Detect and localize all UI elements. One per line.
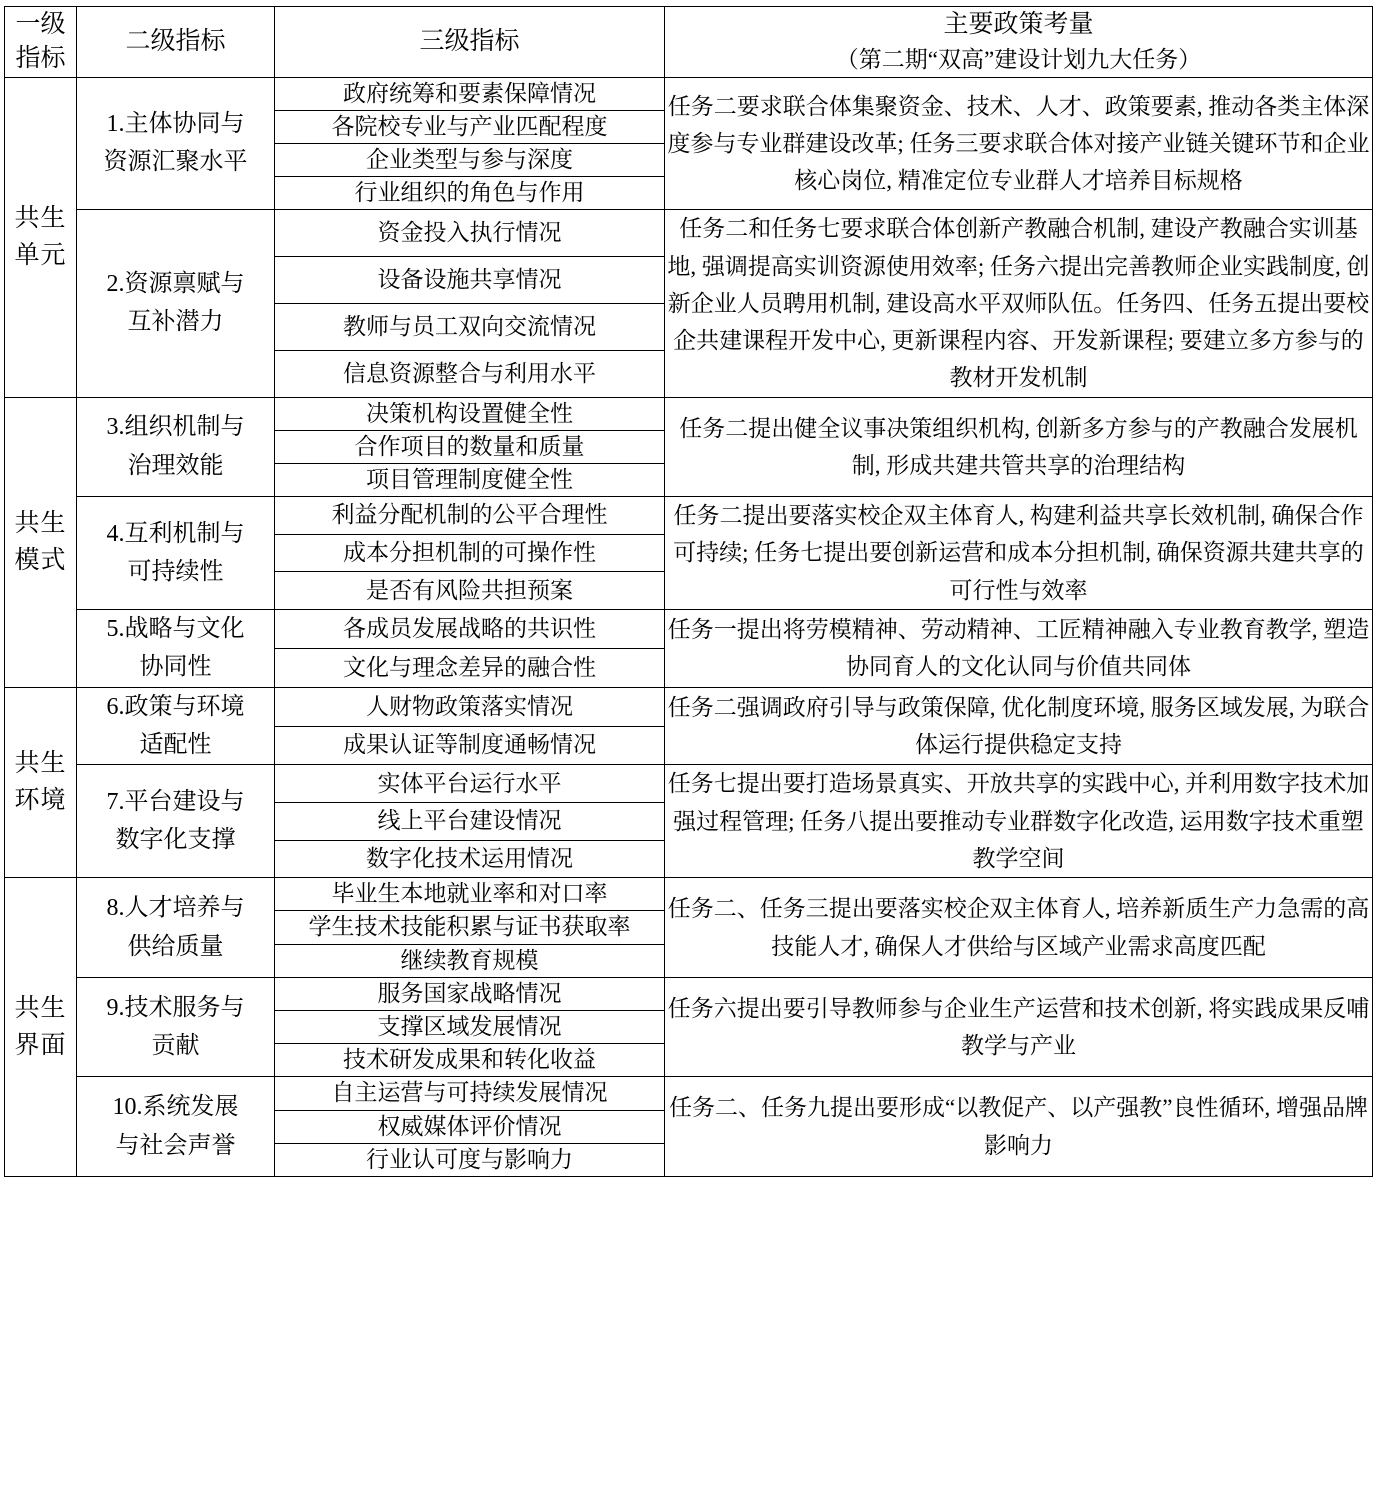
level2-label-line1: 6.政策与环境 [106,693,245,720]
level3-cell: 数字化技术运用情况 [275,840,665,878]
header-policy [665,7,1373,78]
level2-label-line1: 1.主体协同与 [106,111,245,138]
level3-cell: 毕业生本地就业率和对口率 [275,878,665,911]
table-row [5,687,1373,726]
level2-label-line1: 8.人才培养与 [106,895,245,922]
level2-cell-3-2 [77,1077,275,1177]
level3-cell: 企业类型与参与深度 [275,143,665,176]
level3-cell: 成本分担机制的可操作性 [275,534,665,572]
level2-label-line2: 互补潜力 [127,309,224,336]
level2-cell-3-1 [77,977,275,1077]
policy-cell-3-2: 任务二、任务九提出要形成“以教促产、以产强教”良性循环, 增强品牌影响力 [665,1077,1373,1177]
policy-cell-1-2: 任务一提出将劳模精神、劳动精神、工匠精神融入专业教育教学, 塑造协同育人的文化认同与价值共同体 [665,609,1373,687]
level3-cell: 合作项目的数量和质量 [275,430,665,463]
header-level1 [5,7,77,78]
level2-cell-1-1 [77,497,275,610]
level1-label-line1: 共生 [14,994,67,1022]
level3-cell: 权威媒体评价情况 [275,1110,665,1143]
level2-label-line2: 供给质量 [127,933,224,960]
policy-cell-1-1: 任务二提出要落实校企双主体育人, 构建利益共享长效机制, 确保合作可持续; 任务七提出要创新运营和成本分担机制, 确保资源共建共享的可行性与效率 [665,497,1373,610]
level2-label-line2: 适配性 [139,732,212,759]
policy-cell-3-0: 任务二、任务三提出要落实校企双主体育人, 培养新质生产力急需的高技能人才, 确保人才供给与区域产业需求高度匹配 [665,878,1373,978]
header-policy-title: 主要政策考量 [943,11,1094,38]
policy-cell-0-0: 任务二要求联合体集聚资金、技术、人才、政策要素, 推动各类主体深度参与专业群建设改革; 任务三要求联合体对接产业链关键环节和企业核心岗位, 精准定位专业群人才培养目标规格 [665,77,1373,210]
table-row [5,397,1373,430]
level2-label-line1: 2.资源禀赋与 [106,271,245,298]
level3-cell: 设备设施共享情况 [275,257,665,304]
level3-cell: 文化与理念差异的融合性 [275,648,665,687]
level2-cell-0-0 [77,77,275,210]
level3-cell: 成果认证等制度通畅情况 [275,726,665,765]
policy-cell-0-1: 任务二和任务七要求联合体创新产教融合机制, 建设产教融合实训基地, 强调提高实训资源使用效率; 任务六提出完善教师企业实践制度, 创新企业人员聘用机制, 建设高水平双师队伍。任务四、任务五提出要校企共建课程开发中心, 更新课程内容、开发新课程; 要建立多方参与的教材开发机制 [665,210,1373,397]
table-row [5,497,1373,535]
level3-cell: 各成员发展战略的共识性 [275,609,665,648]
level2-label-line1: 4.互利机制与 [106,520,245,547]
table-row [5,609,1373,648]
policy-cell-2-0: 任务二强调政府引导与政策保障, 优化制度环境, 服务区域发展, 为联合体运行提供稳定支持 [665,687,1373,765]
level2-label-line2: 可持续性 [127,559,224,586]
policy-cell-2-1: 任务七提出要打造场景真实、开放共享的实践中心, 并利用数字技术加强过程管理; 任务八提出要推动专业群数字化改造, 运用数字技术重塑教学空间 [665,765,1373,878]
level2-label-line2: 资源汇聚水平 [103,149,248,176]
level2-cell-0-1 [77,210,275,397]
level2-label-line1: 5.战略与文化 [106,615,245,642]
level3-cell: 实体平台运行水平 [275,765,665,803]
level3-cell: 政府统筹和要素保障情况 [275,77,665,110]
level3-cell: 继续教育规模 [275,944,665,977]
level3-cell: 人财物政策落实情况 [275,687,665,726]
level2-cell-1-2 [77,609,275,687]
level1-label-line1: 共生 [14,509,67,537]
level2-label-line1: 7.平台建设与 [106,788,245,815]
level3-cell: 是否有风险共担预案 [275,572,665,610]
table-row [5,977,1373,1010]
level1-label-line2: 环境 [14,787,67,815]
header-level2: 二级指标 [77,7,275,78]
level1-label-line1: 共生 [14,749,67,777]
level1-label-line2: 单元 [14,242,67,270]
header-level3: 三级指标 [275,7,665,78]
level2-label-line1: 10.系统发展 [112,1094,239,1121]
level3-cell: 技术研发成果和转化收益 [275,1044,665,1077]
level1-cell-1 [5,397,77,687]
level3-cell: 支撑区域发展情况 [275,1010,665,1043]
level3-cell: 各院校专业与产业匹配程度 [275,110,665,143]
level2-cell-2-0 [77,687,275,765]
policy-cell-1-0: 任务二提出健全议事决策组织机构, 创新多方参与的产教融合发展机制, 形成共建共管共享的治理结构 [665,397,1373,497]
level3-cell: 行业组织的角色与作用 [275,177,665,210]
header-level1-line1: 一级 [15,11,66,39]
header-row [5,7,1373,78]
level1-cell-2 [5,687,77,878]
level2-label-line1: 9.技术服务与 [106,994,245,1021]
indicator-matrix-table [4,6,1373,1177]
table-header [5,7,1373,78]
level3-cell: 行业认可度与影响力 [275,1143,665,1176]
level1-label-line1: 共生 [14,204,67,232]
level3-cell: 信息资源整合与利用水平 [275,350,665,397]
level1-cell-3 [5,878,77,1177]
level2-cell-3-0 [77,878,275,978]
level3-cell: 线上平台建设情况 [275,803,665,841]
table-body [5,77,1373,1176]
level2-label-line2: 治理效能 [127,452,224,479]
level1-label-line2: 界面 [14,1032,67,1060]
level3-cell: 自主运营与可持续发展情况 [275,1077,665,1110]
level3-cell: 决策机构设置健全性 [275,397,665,430]
level3-cell: 项目管理制度健全性 [275,463,665,496]
level3-cell: 学生技术技能积累与证书获取率 [275,911,665,944]
table-row [5,1077,1373,1110]
level2-label-line1: 3.组织机制与 [106,414,245,441]
level3-cell: 利益分配机制的公平合理性 [275,497,665,535]
policy-cell-3-1: 任务六提出要引导教师参与企业生产运营和技术创新, 将实践成果反哺教学与产业 [665,977,1373,1077]
level3-cell: 资金投入执行情况 [275,210,665,257]
table-row [5,77,1373,110]
table-row [5,765,1373,803]
level3-cell: 服务国家战略情况 [275,977,665,1010]
level2-cell-2-1 [77,765,275,878]
level2-label-line2: 数字化支撑 [115,827,236,854]
level2-cell-1-0 [77,397,275,497]
level1-cell-0 [5,77,77,397]
header-level1-line2: 指标 [15,44,66,72]
table-row [5,878,1373,911]
level3-cell: 教师与员工双向交流情况 [275,303,665,350]
level2-label-line2: 与社会声誉 [115,1132,236,1159]
header-policy-subtitle: （第二期“双高”建设计划九大任务） [835,47,1202,73]
level2-label-line2: 协同性 [139,654,212,681]
table-row [5,210,1373,257]
level1-label-line2: 模式 [14,547,67,575]
level2-label-line2: 贡献 [151,1033,200,1060]
